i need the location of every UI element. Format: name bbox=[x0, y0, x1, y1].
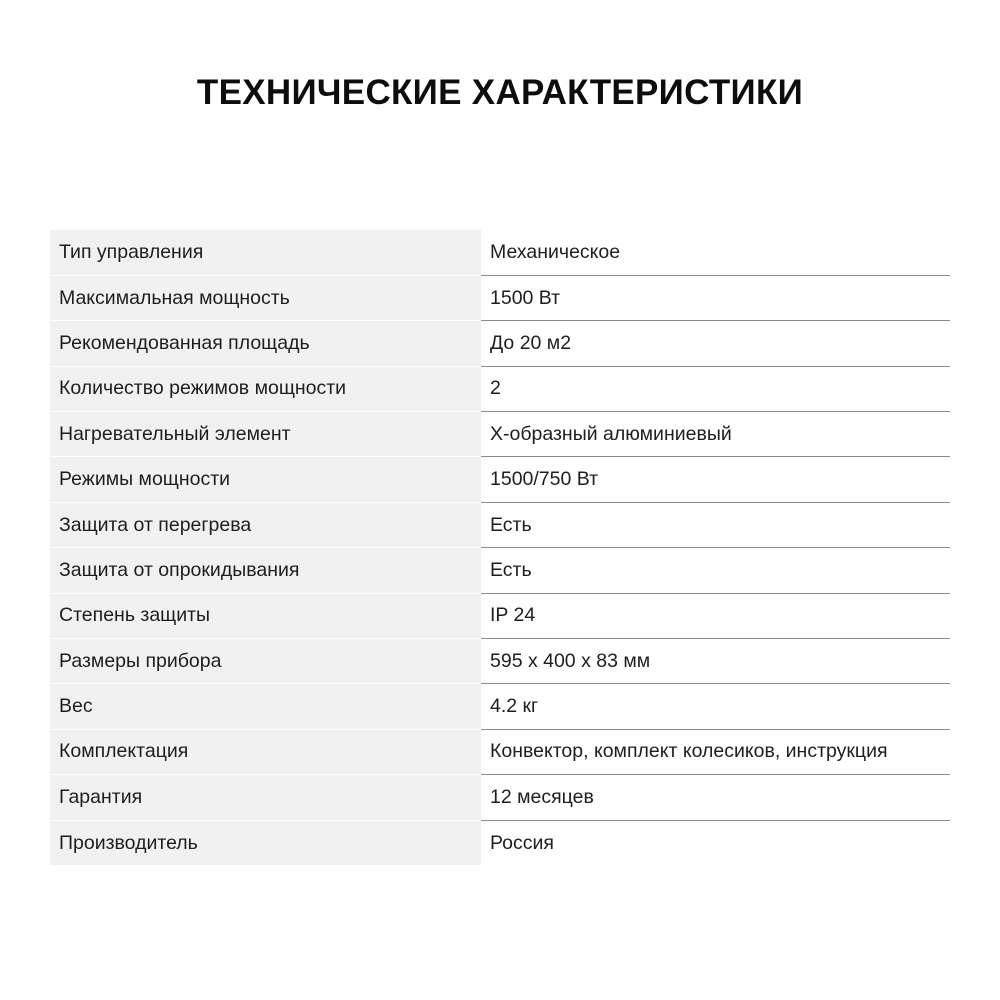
table-row bbox=[50, 639, 950, 684]
spec-table bbox=[50, 230, 950, 865]
spec-value: Есть bbox=[481, 502, 950, 547]
spec-label: Производитель bbox=[50, 820, 481, 865]
spec-value: 12 месяцев bbox=[481, 775, 950, 820]
spec-value: Россия bbox=[490, 831, 554, 854]
spec-label: Рекомендованная площадь bbox=[50, 321, 481, 366]
page-title: ТЕХНИЧЕСКИЕ ХАРАКТЕРИСТИКИ bbox=[196, 73, 804, 112]
spec-label: Вес bbox=[50, 684, 481, 729]
spec-label: Режимы мощности bbox=[50, 457, 481, 502]
spec-label: Гарантия bbox=[50, 775, 481, 820]
table-row bbox=[50, 230, 950, 275]
table-row bbox=[50, 729, 950, 774]
table-row bbox=[50, 412, 950, 457]
spec-value: 2 bbox=[481, 366, 950, 411]
spec-value: 1500/750 Вт bbox=[481, 457, 950, 502]
spec-label: Размеры прибора bbox=[50, 639, 481, 684]
spec-label: Комплектация bbox=[50, 729, 481, 774]
spec-value: Есть bbox=[481, 548, 950, 593]
spec-value: 595 х 400 х 83 мм bbox=[481, 639, 950, 684]
spec-value: 4.2 кг bbox=[481, 684, 950, 729]
table-row bbox=[50, 321, 950, 366]
table-row bbox=[50, 684, 950, 729]
table-row bbox=[50, 275, 950, 320]
spec-label: Максимальная мощность bbox=[50, 275, 481, 320]
table-row bbox=[50, 502, 950, 547]
spec-value: IP 24 bbox=[481, 593, 950, 638]
spec-label: Количество режимов мощности bbox=[50, 366, 481, 411]
table-row bbox=[50, 548, 950, 593]
spec-table-body bbox=[50, 230, 950, 865]
spec-label: Степень защиты bbox=[50, 593, 481, 638]
spec-value: До 20 м2 bbox=[481, 321, 950, 366]
spec-value: 1500 Вт bbox=[481, 275, 950, 320]
spec-value: Х-образный алюминиевый bbox=[481, 412, 950, 457]
table-row bbox=[50, 366, 950, 411]
table-row bbox=[50, 593, 950, 638]
table-row bbox=[50, 820, 950, 865]
spec-label: Нагревательный элемент bbox=[50, 412, 481, 457]
spec-label: Защита от опрокидывания bbox=[50, 548, 481, 593]
spec-value: Конвектор, комплект колесиков, инструкция bbox=[481, 729, 950, 774]
spec-label: Защита от перегрева bbox=[50, 502, 481, 547]
spec-value: Механическое bbox=[481, 230, 950, 275]
table-row bbox=[50, 457, 950, 502]
table-row bbox=[50, 775, 950, 820]
spec-label: Тип управления bbox=[50, 230, 481, 275]
